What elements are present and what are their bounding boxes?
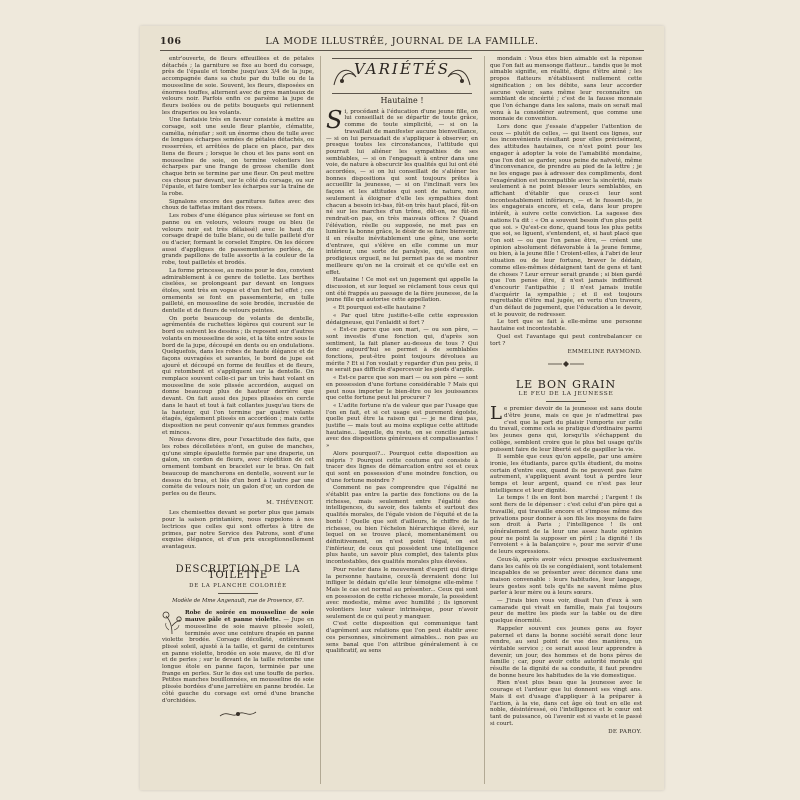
paragraph: La forme princesse, au moins pour le dos, convient admirablement à ce genre de toilette. Les berthes ciselées, se prolongeant par devant en longues étoles, sont très en vogue et d'un fort bel effet ; ces ornements se font en passementerie, en tulle pailleté, en mousseline de soie brodée, incrustée de dentelle et de fleurs de velours peintes. [162,267,314,315]
paragraph: Lors donc que j'essaie d'appeler l'attention de ceux — plutôt de celles, — qui lisent ces lignes, sur les inconvénients résultant pour elles précisément, des attitudes hautaines, ce n'est point pour les engager à adopter la voie de l'amabilité mondaine, que l'on doit se garder, sous peine de naïveté, même d'inconvenance, de prendre au pied de la lettre ; je ne les engage pas à adresser des compliments, dont l'exagération est incompatible avec la sincérité, mais seulement à ne point blesser leurs semblables, en affichant d'établir que ceux-ci leur sont incontestablement inférieurs, — et le fussent-ils, je les engagerais encore, et cela, dans leur propre intérêt, à suivre cette conviction. La sagesse des nations l'a dit : « On a souvent besoin d'un plus petit que soi. » Qu'est-ce donc, quand tous les plus petits que soi, se liguent, s'entendent, et, si haut placé que l'on soit — ou que l'on pense être, — créent une opinion absolument défavorable à la jeune femme, ou bien, à la jeune fille ! Croient-elles, à l'abri de leur situation ou de leur fortune, braver le dédain, comme elles-mêmes dédaignent tant de gens et tant de choses ? Leur erreur serait grande ; si bien gardé que l'on pense être, il n'est jamais indifférent d'encourir l'antipathie ; il n'est jamais inutile d'acquérir la sympathie ; et il est toujours regrettable d'être mal jugée, en vertu d'un travers, d'un défaut de jugement, que l'éducation a le devoir, et le pouvoir, de redresser. [490,124,642,318]
paragraph: i, procédant à l'éducation d'une jeune fille, on lui conseillait de se départir de toute grâce, comme de toute simplicité, — si on la travaillait de manifester aucune bienveillance, — si on lui persuadait de s'appliquer à observer, en presque toutes les circonstances, l'attitude qui pourrait lui aliéner les sympathies de ses semblables, — si on l'engageait à entrer dans une voie, de nature à obscurcir les qualités qui lui ont été accordées, — si on lui conseillait de s'aliéner les bonnes dispositions qui sont toujours prêtes à accueillir la jeunesse, — si on l'inclinait vers les façons et les attitudes qui sont de nature, non seulement à éloigner d'elle les sympathies dont chacun a besoin ici-bas, fût-on très haut placé, fût-on né sur les marches d'un trône, dût-on, ne fût-on rendrait-on pas, en très mauvais offices ? Quand l'élévation, réelle ou supposée, ne met pas en lumière la bonne grâce, le désir de se faire bienvenir, il en résulte inévitablement une gêne, une sorte d'entrave, qui s'élève en elle comme un mur intérieur, une sorte de paralysie, qui, dans son prodigieux orgueil, ne lui permet pas de se montrer meilleure qu'on ne la croirait et ce qu'elle est en effet. [326,108,478,276]
toilette-credit: Modèle de Mme Angenault, rue de Provence, 67. [172,597,304,604]
page-header [160,36,644,51]
paragraph: Il semble que ceux qu'on appelle, par une amère ironie, les étudiants, parce qu'ils étudient, du moins certain d'entre eux, quand ils ne peuvent pas faire autrement, s'appliquent avant tout à perdre leur temps et leur argent, quand ce n'est pas leur intelligence et leur dignité. [490,454,642,494]
scroll-ornament-right-icon [444,63,472,89]
column-rule-left [320,56,321,784]
paragraph: « Et pourquoi est-elle hautaine ? [333,305,426,312]
paragraph: Nous devons dire, pour l'exactitude des faits, que les robes décolletées n'ont, en guise de manches, qu'une simple épaulette formée par une draperie, un galon, un cordon de fleurs, avec répétition de cet ornement tombant en bracelet sur le bras. On fait beaucoup de mancherons en dentelle, souvent sur le dessus du bras, et liés d'un bord à l'autre par une comète de velours noir, un galon d'or, un cordon de perles ou de fleurs. [162,437,314,497]
paragraph: « L'adite fortune n'a de valeur que par l'usage que l'on en fait, et si cet usage est purement égoïste, quelle peut être la raison qui — je ne dirai pas, justifie — mais tout au moins explique cette attitude hautaine... laquelle, du reste, on se concilie jamais avec des dispositions généreuses et compatissantes ! » [326,402,478,450]
bon-grain-heading: LE BON GRAIN [515,377,617,391]
paragraph: e premier devoir de la jeunesse est sans doute d'être jeune, mais ce que je n'admettrai pas c'est que la part du plaisir l'emporte sur celle du travail, comme cela se pratique d'ordinaire parmi les jeunes gens qui, lorsqu'ils s'échappent du collège, semblent croire que le plus bel usage qu'ils puissent faire de leur liberté est de gaspiller la vie. [490,406,642,453]
divider [218,593,258,594]
flower-ornament-icon [162,610,182,636]
column-left [162,56,314,786]
floral-tailpiece-icon [218,708,258,720]
paragraph: On porte beaucoup de volants de dentelle, agrémentés de ruchettes légères qui courent sur le bord ou suivent les dessins ; ils reposent sur d'autres volants en mousseline de soie, et la tête entre sous le bord de la jupe, découpé en dents ou en ondulations. Quelquefois, dans les robes de haute élégance et de façons ouvragées et savantes, le bord de jupe est ajouré et découpé en forme de feuilles et de fleurs, qui retombent et s'appliquent sur la dentelle. On remplace souvent celle-ci par un très haut volant en mousseline de soie plissée accordéon, auquel on donne beaucoup plus de hauteur derrière que devant. On fait aussi des jupes plissées en cercle dans le haut et tout à fait collantes jusqu'au tiers de la hauteur, qui l'on termine par quatre volants étagés, également plissés en accordéon ; mais cette disposition ne peut convenir qu'aux femmes grandes et minces. [162,315,314,436]
column-rule-right [484,56,485,784]
paragraph: « Est-ce parce que son mari — ou son père — sont en possession d'une fortune considérable ? Mais qui peut nous importer le bien-être ou les jouissances que cette fortune peut lui procurer ? [326,375,478,402]
drop-cap: L [490,403,502,425]
paragraph: mondain : Vous êtes bien aimable est la réponse que l'on fait au mensonge flatteur... tandis que le mot aimable signifie, en réalité, digne d'être aimé ; les propos flatteurs n'établissent nullement cette signification ; on les débite, sans leur accorder aucune valeur, sans même leur reconnaître un semblant de sincérité ; c'est de la fausse monnaie que l'on échange dans les salons, mais on serait mal venu à la considérer autrement, que comme une monnaie de convention. [490,56,642,123]
drop-cap: S [326,105,343,134]
paragraph: « Est-ce parce que son mari, — ou son père, — sont investis d'une fonction qui, d'après son sentiment, la fait planer au-dessus de tous ? Qui donc aujourd'hui se permet à de semblables fonctions, peut-être point toujours dévolues au mérite ? Et si l'on voulait y regarder d'un peu près, il ne serait pas difficile d'apercevoir les pieds d'argile. [326,327,478,374]
paragraph: Rappeler souvent ces jeunes gens au foyer paternel et dans la bonne société serait donc leur rendre, au seul point de vue des manières, un véritable service ; ce serait aussi leur apprendre à devenir, un jour, des hommes et de bons pères de famille ; car, pour avoir cette autorité morale qui résulte de la dignité de sa conduite, il faut prendre de bonne heure les habitudes de la vie domestique. [490,625,642,679]
author-signature: M. THÉVENOT. [266,499,314,506]
paragraph: Quel est l'avantage qui peut contrebalancer ce tort ? [490,333,642,347]
paragraph: Les robes d'une élégance plus sérieuse se font en panne ou en velours, velours rouge ou bleu (le velours noir est très délaissé) avec le haut du corsage drapé de tulle blanc, ou de tulle pailleté d'or ou d'acier, formant le corselet Empire. On les décore aussi d'appliques de passementeries perlées, de grands papillons de tulle assortis à la couleur de la robe, tout pailletés et brodés. [162,213,314,267]
bon-grain-subheading: LE FEU DE LA JEUNESSE [518,390,614,397]
paragraph: — J'irais bien vous voir, disait l'un d'eux à son camarade qui vivait en famille, mais j'ai toujours peur de mettre les pieds sur la table ou de dire quelque énormité. [490,598,642,625]
paragraph: entr'ouverte, de fleurs effeuillées et de pétales détachés ; la garniture se fixe au bord du corsage, près de l'épaule et tombe jusqu'aux 3/4 de la jupe, accompagnée dans sa chute par du tulle ou de la mousseline de soie. Souvent, les fleurs, disposées en énormes touffes, alternent avec de gros manteaux de velours noir. Parfois enfin ce parsème la jupe de fleurs isolées ou de petits bouquets qui retiennent les draperies ou les volants. [162,56,314,116]
varietes-banner [332,58,472,94]
note-paragraph: Les chemisettes devant se porter plus que jamais pour la saison printanière, nous rappelons à nos lectrices que celles qui sont offertes à titre de primes, par notre Service des Patrons, sont d'une exquise élégance, et d'un prix exceptionnellement avantageux. [162,510,314,550]
section-title: VARIÉTÉS [353,60,451,78]
toilette-subheading: DE LA PLANCHE COLORIÉE [189,583,287,590]
paragraph: « Par quel titre justifie-t-elle cette expression dédaigneuse, qui l'enlaidit si fort ? [326,312,478,326]
paragraph: Ceux-là, après avoir vécu presque exclusivement dans les cafés où ils se congédiaient, sont totalement incapables de se présenter avec décence dans une maison convenable : leurs habitudes, leur langage, leurs gestes sont tels qu'ils ne savent même plus parler à leur mère ou à leurs sœurs. [490,556,642,597]
author-signature: EMMELINE RAYMOND. [567,349,642,356]
toilette-lead: Robe de soirée en mousseline de soie mauve pâle et panne violette. [185,610,314,624]
page-number: 106 [160,36,182,47]
column-middle [326,56,478,786]
paragraph: Le tort que se fait à elle-même une personne hautaine est incontestable. [490,319,642,333]
newspaper-page [140,26,664,790]
paragraph: Pour rester dans le mouvement d'esprit qui dirige la personne hautaine, ceux-là devraient donc lui infliger le dédain qu'elle leur témoigne elle-même ! Mais le cas est normal au présenter... Ceux qui sont en possession de cette richesse morale, la possèdent avec modestie, même avec humilité ; ils ignorent volontiers leur valeur intrinsèque, pour n'avoir seulement de ce qui peut y manquer. [326,566,478,620]
toilette-text: — Jupe en mousseline de soie mauve plissée soleil, terminée avec une ceinture drapée en panne violette brodée. Corsage décolleté, entièrement plissé soleil, ajusté à la taille, et garni de ceintures en panne violette, brodée en soie mauve, de fil d'or et de perles ; sur le devant de la taille retombe une longue étole en panne façon, terminée par une frange en perles. Sur le dos est une touffe de perles. Petites manches bouillonnées, en mousseline de soie plissée bordées d'une jarretière en panne brodée. Le côté gauche du corsage est orné d'une branche d'orchidées. [162,617,314,704]
paragraph: Comment ne pas comprendre que l'égalité ne s'établit pas entre la partie des fonctions ou de la richesse, mais seulement entre l'égalité des intelligences, du savoir, des talents et surtout des qualités morales, de l'égale vision de l'équité et de la bonté ! Quelle que soit d'ailleurs, le chiffre de la richesse, ou bien l'échelon hiérarchique élevé, sur lequel on se trouve placé, momentanément ou définitivement, on n'est point l'égal, on est l'inférieur, de ceux qui possèdent une intelligence plus haute, un savoir plus complet, des talents plus incontestables, des qualités morales plus élevées. [326,485,478,566]
paragraph: Alors pourquoi?... Pourquoi cette disposition au mépris ? Pourquoi cette coutume qui consiste à tracer des lignes de démarcation entre soi et ceux qui sont en possession d'une moindre fonction, ou d'une fortune moindre ? [326,450,478,484]
paragraph: Rien n'est plus beau que la jeunesse avec le courage et l'ardeur que lui donnent ses vingt ans. Mais il est d'usage d'appliquer à la préparer à l'action, à la vie, dans cet âge où tout en elle est noble, désintéressé, où l'intelligence et le cœur ont tant de puissance, où l'avenir est si vaste et le passé si court. [490,680,642,727]
paragraph: Le temps ! ils en font bon marché ; l'argent ! ils sont fiers de le dépenser : c'est celui d'un père qui a travaillé, qui travaille encore et s'impose même des privations pour donner à son fils les moyens de faire son droit à Paris ; l'intelligence ! ils ont généralement de la leur une assez haute opinion pour ne point la supposer en péril ; la dignité ! ils l'envoient « à la balançoire », pour me servir d'une de leurs expressions. [490,495,642,556]
paragraph: C'est cette disposition qui communique tant d'agrément aux relations que l'on peut établir avec ces personnes, sincèrement aimables... non pas au sens banal que l'on attribue généralement à ce qualificatif, au sens [326,621,478,655]
column-right [490,56,642,786]
paragraph: Signalons encore des garnitures faites avec des choux de taffetas imitant des roses. [162,198,314,212]
toilette-heading: DESCRIPTION DE LA TOILETTE [175,563,301,582]
author-signature: DE PAROY. [608,729,642,736]
divider-ornament-icon [548,360,584,368]
article-title: Hautaine ! [380,96,424,105]
divider [546,401,586,402]
paragraph: Une fantaisie très en faveur consiste à mettre au corsage, soit une seule fleur plantée, clématite, camélia, nénufar ; soit un énorme chou de tulle avec de longues écharpes semées de pétales détachés, ou resserrées, et arrêtées de place en place, par des liens de fleurs ; lorsque le chou et les pans sont en mousseline de soie, on termine volontiers les écharpes par une frange de grosse chenille dont chaque brin se termine par une fleur. On peut mettre ces choux par devant, sur le côté du corsage, ou sur l'épaule, et faire tomber les écharpes sur la traîne de la robe. [162,117,314,198]
paragraph: Hautaine ! Ce mot est un jugement qui appelle la discussion, et sur lequel se réclament tous ceux qui ont été frappés au passage de la fière jeunesse, de la jeune fille qui autorise cette appellation. [326,277,478,304]
journal-title: LA MODE ILLUSTRÉE, JOURNAL DE LA FAMILLE. [265,36,539,47]
